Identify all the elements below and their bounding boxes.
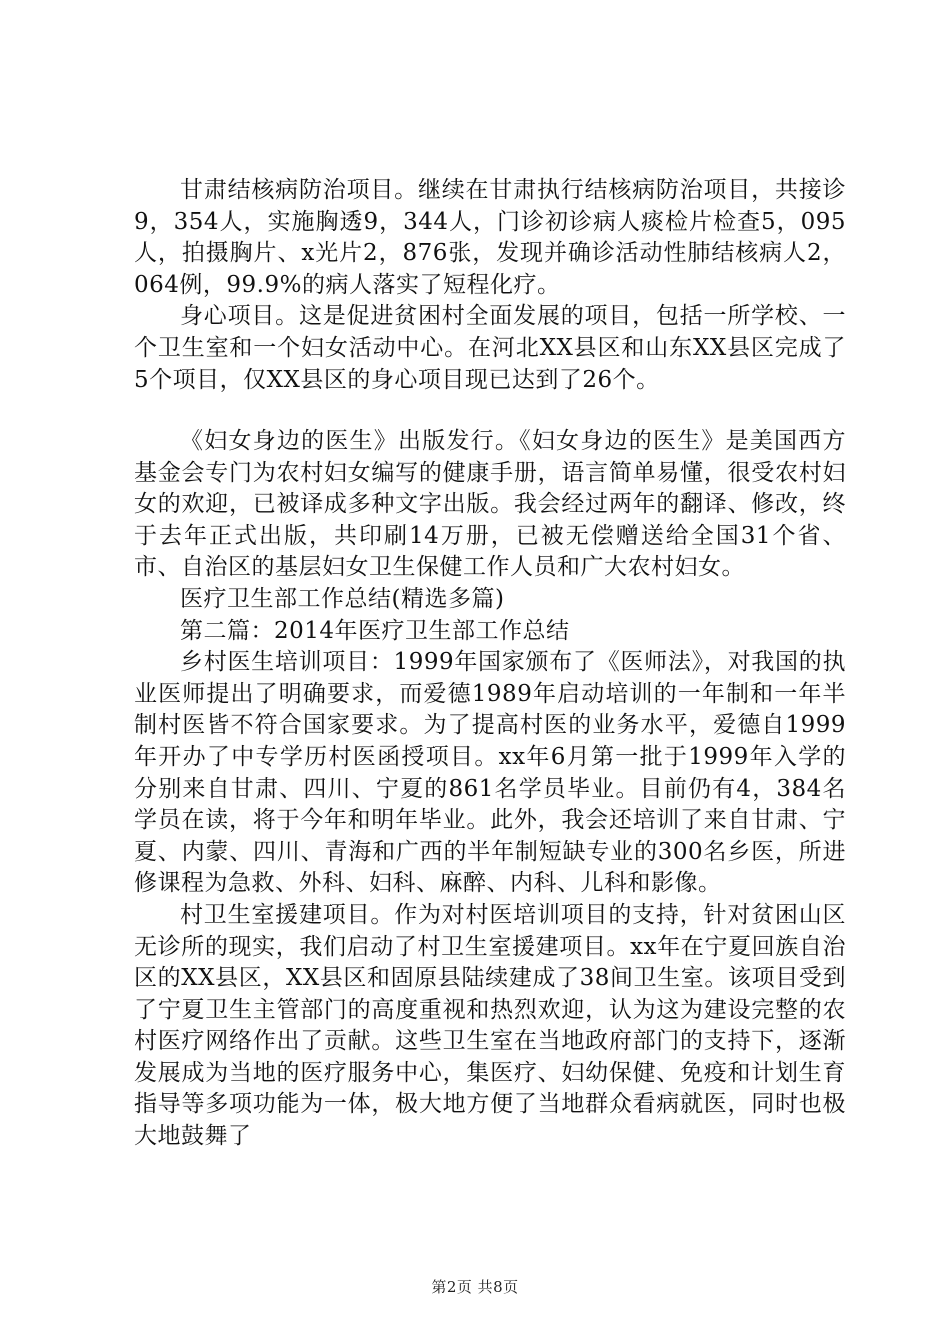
document-title: 医疗卫生部工作总结(精选多篇) xyxy=(180,585,505,612)
section-heading: 第二篇：2014年医疗卫生部工作总结 xyxy=(180,617,570,644)
text-section-top xyxy=(134,175,846,396)
paragraph-women-doctor-book: 《妇女身边的医生》出版发行。《妇女身边的医生》是美国西方基金会专门为农村妇女编写的健康手册，语言简单易懂，很受农村妇女的欢迎，已被译成多种文字出版。我会经过两年的翻译、修改，终于去年正式出版，共印刷14万册，已被无偿赠送给全国31个省、市、自治区的基层妇女卫生保健工作人员和广大农村妇女。 xyxy=(134,428,846,581)
page-footer: 第2页 共8页 xyxy=(431,1278,519,1296)
paragraph-tuberculosis-project: 甘肃结核病防治项目。继续在甘肃执行结核病防治项目，共接诊9，354人，实施胸透9，344人，门诊初诊病人痰检片检查5，095人，拍摄胸片、x光片2，876张，发现并确诊活动性肺结核病人2，064例，99.9%的病人落实了短程化疗。 xyxy=(134,177,846,298)
text-section-main xyxy=(134,426,846,1153)
paragraph-body-mind-project: 身心项目。这是促进贫困村全面发展的项目，包括一所学校、一个卫生室和一个妇女活动中心。在河北XX县区和山东XX县区完成了5个项目，仅XX县区的身心项目现已达到了26个。 xyxy=(134,303,846,393)
paragraph-village-clinic-project: 村卫生室援建项目。作为对村医培训项目的支持，针对贫困山区无诊所的现实，我们启动了村卫生室援建项目。xx年在宁夏回族自治区的XX县区，XX县区和固原县陆续建成了38间卫生室。该项目受到了宁夏卫生主管部门的高度重视和热烈欢迎，认为这为建设完整的农村医疗网络作出了贡献。这些卫生室在当地政府部门的支持下，逐渐发展成为当地的医疗服务中心，集医疗、妇幼保健、免疫和计划生育指导等多项功能为一体，极大地方便了当地群众看病就医，同时也极大地鼓舞了 xyxy=(134,901,846,1150)
paragraph-village-doctor-training: 乡村医生培训项目：1999年国家颁布了《医师法》，对我国的执业医师提出了明确要求，而爱德1989年启动培训的一年制和一年半制村医皆不符合国家要求。为了提高村医的业务水平，爱德自1999年开办了中专学历村医函授项目。xx年6月第一批于1999年入学的分别来自甘肃、四川、宁夏的861名学员毕业。目前仍有4，384名学员在读，将于今年和明年毕业。此外，我会还培训了来自甘肃、宁夏、内蒙、四川、青海和广西的半年制短缺专业的300名乡医，所进修课程为急救、外科、妇科、麻醉、内科、儿科和影像。 xyxy=(134,649,846,897)
